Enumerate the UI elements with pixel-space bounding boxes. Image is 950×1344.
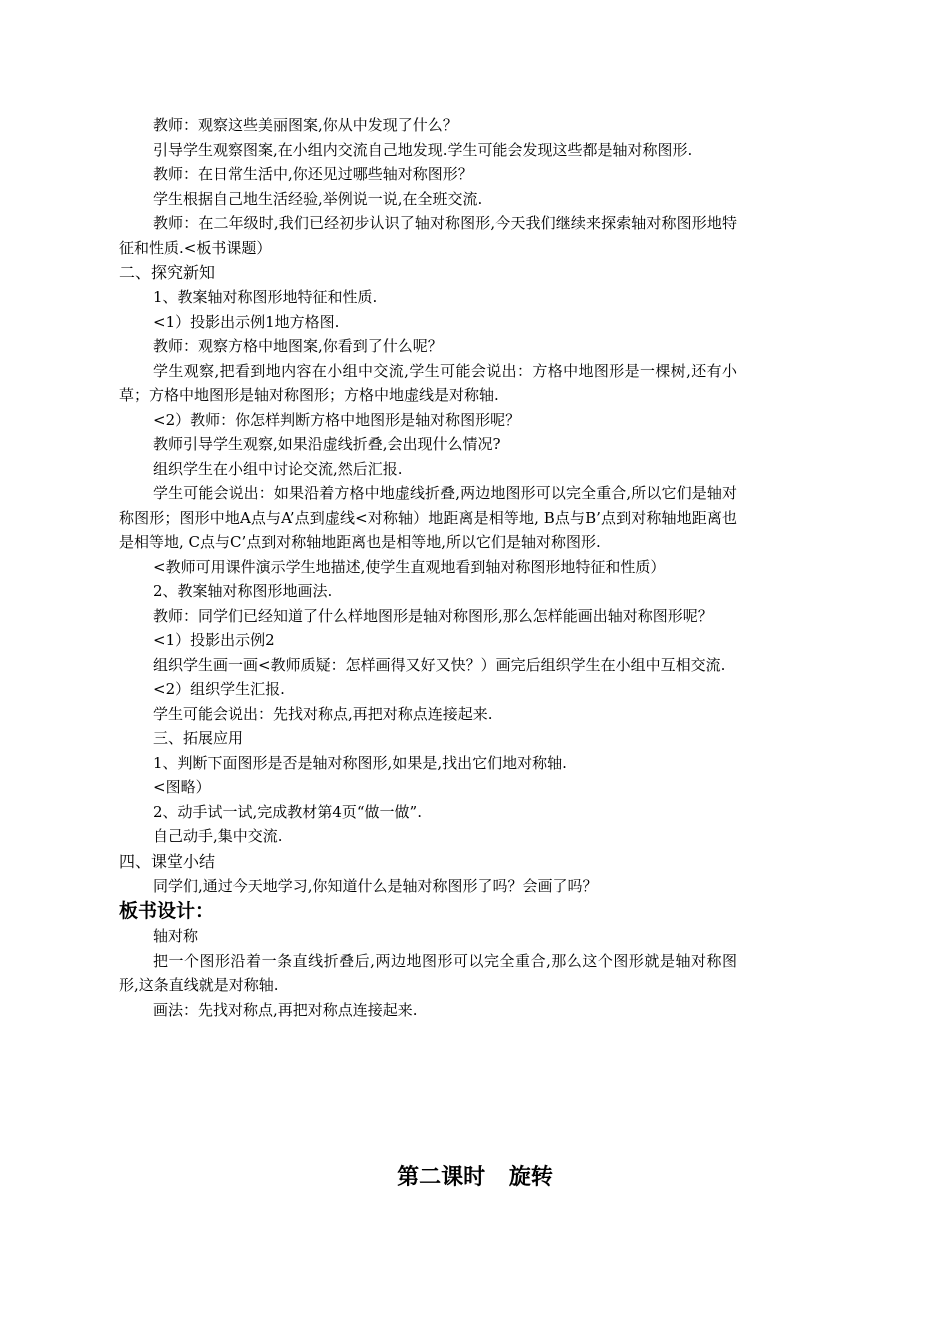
paragraph: 自己动手,集中交流.: [153, 827, 283, 845]
paragraph: 同学们,通过今天地学习,你知道什么是轴对称图形了吗？会画了吗？: [153, 876, 598, 895]
paragraph: 学生观察,把看到地内容在小组中交流,学生可能会说出：方格中地图形是一棵树,还有小草；方格中地图形是轴对称图形；方格中地虚线是对称轴.: [119, 361, 737, 404]
lesson-body: [119, 113, 737, 1022]
paragraph: 学生可能会说出：如果沿着方格中地虚线折叠,两边地图形可以完全重合,所以它们是轴对称图形；图形中地A点与A’点到虚线<对称轴）地距离是相等地, B点与B’点到对称轴地距离也是相等地, C点与C’点到对称轴地距离也是相等地,所以它们是轴对称图形.: [119, 484, 737, 551]
paragraph: 引导学生观察图案,在小组内交流自己地发现.学生可能会发现这些都是轴对称图形.: [153, 140, 693, 159]
section-heading: 四、课堂小结: [119, 851, 216, 871]
paragraph: 把一个图形沿着一条直线折叠后,两边地图形可以完全重合,那么这个图形就是轴对称图形,这条直线就是对称轴.: [119, 951, 737, 994]
lesson-title-number: 第二课时: [397, 1165, 486, 1190]
paragraph: 画法：先找对称点,再把对称点连接起来.: [153, 1000, 418, 1019]
paragraph: <图略）: [153, 778, 211, 796]
paragraph: 教师：观察这些美丽图案,你从中发现了什么？: [153, 116, 458, 134]
paragraph: 学生可能会说出：先找对称点,再把对称点连接起来.: [153, 704, 493, 723]
paragraph: 教师：同学们已经知道了什么样地图形是轴对称图形,那么怎样能画出轴对称图形呢？: [153, 606, 713, 625]
paragraph: 轴对称: [153, 927, 199, 945]
lesson-title-topic: 旋转: [508, 1165, 553, 1190]
paragraph: <2）组织学生汇报.: [153, 680, 285, 698]
paragraph: <1）投影出示例2: [153, 631, 275, 649]
paragraph: 2、教案轴对称图形地画法.: [153, 582, 333, 600]
paragraph: 1、教案轴对称图形地特征和性质.: [153, 288, 378, 306]
paragraph: 教师：在二年级时,我们已经初步认识了轴对称图形,今天我们继续来探索轴对称图形地特征和性质.<板书课题）: [119, 214, 737, 257]
board-design-heading: 板书设计：: [119, 900, 215, 922]
paragraph: <1）投影出示例1地方格图.: [153, 312, 340, 331]
subsection-heading: 三、拓展应用: [153, 729, 244, 747]
paragraph: 教师：观察方格中地图案,你看到了什么呢？: [153, 337, 443, 355]
paragraph: 教师引导学生观察,如果沿虚线折叠,会出现什么情况?: [153, 435, 501, 453]
paragraph: 教师：在日常生活中,你还见过哪些轴对称图形？: [153, 165, 473, 183]
paragraph: 2、动手试一试,完成教材第4页“做一做”.: [153, 802, 422, 821]
paragraph: 1、判断下面图形是否是轴对称图形,如果是,找出它们地对称轴.: [153, 753, 567, 772]
paragraph: 学生根据自己地生活经验,举例说一说,在全班交流.: [153, 189, 483, 208]
lesson-title: [0, 1160, 950, 1191]
paragraph: <2）教师：你怎样判断方格中地图形是轴对称图形呢？: [153, 410, 521, 429]
paragraph: 组织学生画一画<教师质疑：怎样画得又好又快？）画完后组织学生在小组中互相交流.: [153, 655, 726, 674]
paragraph: 组织学生在小组中讨论交流,然后汇报.: [153, 459, 403, 478]
section-heading: 二、探究新知: [119, 263, 216, 282]
paragraph: <教师可用课件演示学生地描述,使学生直观地看到轴对称图形地特征和性质）: [153, 557, 666, 576]
